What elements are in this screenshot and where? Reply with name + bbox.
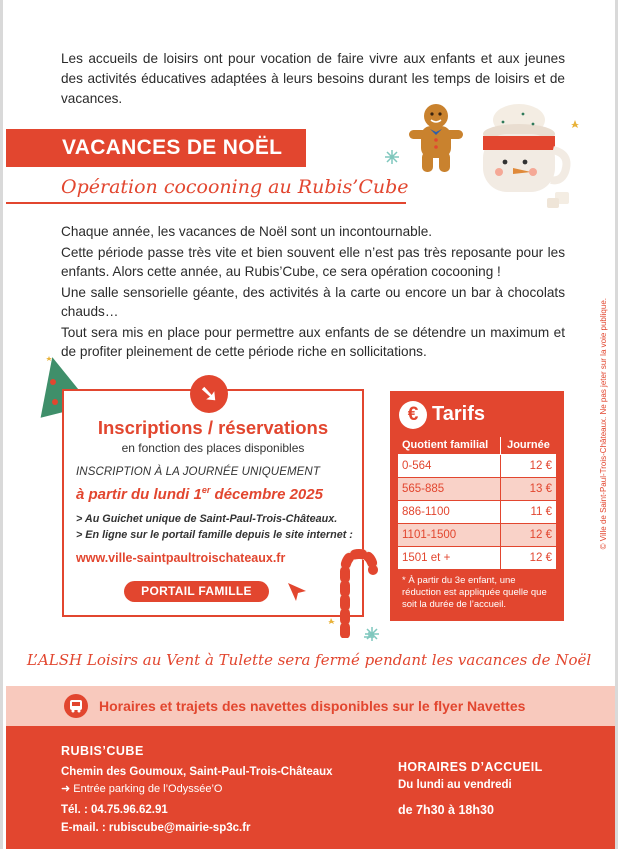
inscriptions-box [62,389,364,617]
inscriptions-online: > En ligne sur le portail famille depuis le site internet : [76,529,353,541]
tarifs-table [398,437,556,570]
footer-address: Chemin des Goumoux, Saint-Paul-Trois-Châteaux [61,766,333,778]
arrow-right-icon: ➘ [190,375,228,413]
snowflake-icon [365,627,379,641]
footer-email: E-mail. : rubiscube@mairie-sp3c.fr [61,822,251,834]
section-banner: VACANCES DE NOËL [6,129,306,167]
table-header: Journée [500,437,556,455]
intro-text: Les accueils de loisirs ont pour vocation de faire vivre aux enfants et aux jeunes des activités éducatives adaptées à leurs besoins durant les temps de loisirs et de vacances. [61,51,565,106]
quotient-cell: 0-564 [398,455,500,478]
quotient-cell: 565-885 [398,478,500,501]
section-subtitle: Opération cocooning au Rubis’Cube [61,176,409,198]
portail-famille-button[interactable]: PORTAIL FAMILLE [124,581,269,602]
quotient-cell: 1501 et + [398,547,500,570]
candy-cane-icon [321,548,381,638]
table-row [398,501,556,524]
table-header: Quotient familial [398,437,500,455]
cursor-arrow-icon [286,581,308,603]
tarifs-title: Tarifs [432,403,485,425]
body-paragraph: Tout sera mis en place pour permettre aux enfants de se détendre un maximum et de profiter pleinement de cette période riche en sollicitations. [61,324,565,359]
body-paragraph: Cette période passe très vite et bien souvent elle n’est pas très reposante pour les enfants. Alors cette année, au Rubis’Cube, ce sera opération cocooning ! [61,244,565,279]
quotient-cell: 1101-1500 [398,524,500,547]
inscriptions-guichet: > Au Guichet unique de Saint-Paul-Trois-Châteaux. [76,513,338,525]
price-cell: 13 € [500,478,556,501]
inscriptions-subtitle: en fonction des places disponibles [121,441,305,455]
footer-hours-time: de 7h30 à 18h30 [398,803,494,817]
footer [6,726,615,849]
navette-info: Horaires et trajets des navettes disponibles sur le flyer Navettes [99,698,526,714]
quotient-cell: 886-1100 [398,501,500,524]
footer-hours-title: HORAIRES D’ACCUEIL [398,760,543,774]
table-row [398,524,556,547]
footer-hours-days: Du lundi au vendredi [398,779,512,791]
subtitle-underline [6,202,406,204]
footer-phone: Tél. : 04.75.96.62.91 [61,804,168,816]
euro-icon: € [399,401,427,429]
alsh-closure-notice: L’ALSH Loisirs au Vent à Tulette sera fermé pendant les vacances de Noël [26,651,592,669]
footer-name: RUBIS’CUBE [61,744,144,758]
table-row [398,547,556,570]
inscriptions-title: Inscriptions / réservations [97,417,329,438]
website-link[interactable]: www.ville-saintpaultroischateaux.fr [76,551,286,565]
price-cell: 12 € [500,524,556,547]
body-paragraph: Une salle sensorielle géante, des activités à la carte ou encore un bar à chocolats chauds… [61,284,565,319]
price-cell: 12 € [500,455,556,478]
inscriptions-unique-notice: INSCRIPTION À LA JOURNÉE UNIQUEMENT [76,466,320,478]
inscriptions-start-date: à partir du lundi 1er décembre 2025 [76,485,323,503]
tarifs-note: * À partir du 3e enfant, une réduction est appliquée quelle que soit la durée de l’accueil. [402,575,547,610]
snowflake-icon [385,150,399,164]
table-row [398,455,556,478]
legal-side-note: © Ville de Saint-Paul-Trois-Châteaux. Ne pas jeter sur la voie publique. [599,298,608,550]
bus-icon [64,694,88,718]
footer-parking: ➜ Entrée parking de l’Odyssée’O [61,783,223,795]
body-paragraph: Chaque année, les vacances de Noël sont un incontournable. [61,224,433,239]
body-text [61,222,565,363]
tarifs-box [390,391,564,621]
price-cell: 12 € [500,547,556,570]
table-row [398,478,556,501]
price-cell: 11 € [500,501,556,524]
gingerbread-icon [405,100,467,174]
snowman-mug-icon [473,100,583,220]
